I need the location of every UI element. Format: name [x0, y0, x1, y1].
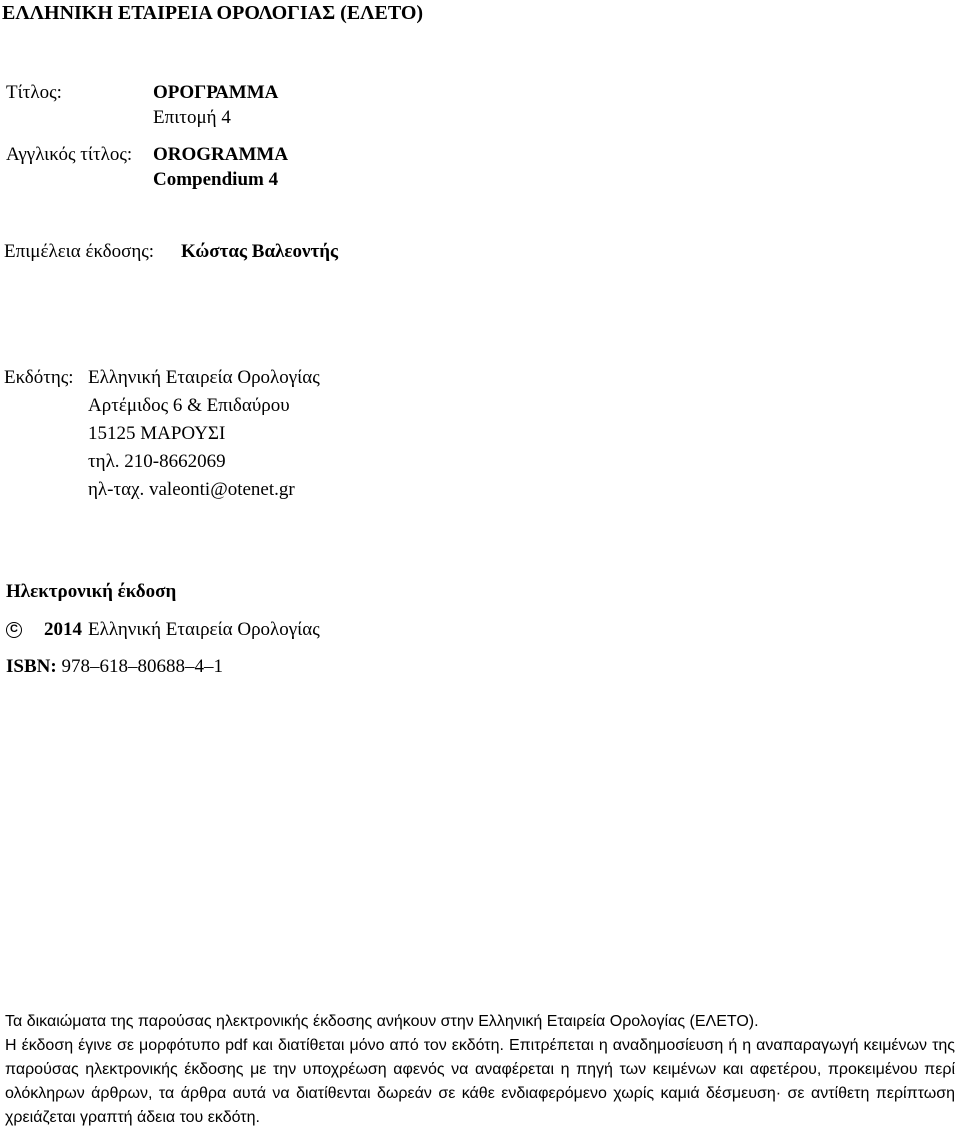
rights-notice [5, 1010, 955, 1130]
isbn-line [6, 657, 223, 676]
copyright-line [6, 620, 320, 639]
publisher-address-line: 15125 ΜΑΡΟΥΣΙ [88, 423, 226, 444]
english-title-value: OROGRAMMA [153, 144, 289, 165]
edition-heading: Ηλεκτρονική έκδοση [6, 581, 177, 602]
publisher-name: Ελληνική Εταιρεία Ορολογίας [88, 367, 320, 388]
isbn-value: 978–618–80688–4–1 [61, 656, 223, 677]
title-label: Τίτλος: [6, 82, 62, 103]
title-value: ΟΡΟΓΡΑΜΜΑ [153, 82, 279, 103]
publisher-email: ηλ-ταχ. valeonti@otenet.gr [88, 479, 295, 500]
editor-label: Επιμέλεια έκδοσης: [4, 241, 155, 262]
english-title-label: Αγγλικός τίτλος: [6, 144, 133, 165]
english-title-subtitle: Compendium 4 [153, 169, 279, 190]
editor-name: Κώστας Βαλεοντής [181, 241, 339, 262]
copyright-icon: C [6, 622, 22, 638]
publisher-label: Εκδότης: [4, 367, 74, 388]
copyright-holder: Ελληνική Εταιρεία Ορολογίας [88, 619, 320, 640]
publisher-address-line: Αρτέμιδος 6 & Επιδαύρου [88, 395, 290, 416]
publisher-phone: τηλ. 210-8662069 [88, 451, 226, 472]
title-subtitle: Επιτομή 4 [153, 107, 231, 128]
isbn-label: ISBN: [6, 656, 57, 677]
copyright-year: 2014 [44, 619, 82, 640]
rights-usage-paragraph: Η έκδοση έγινε σε μορφότυπο pdf και διατίθεται μόνο από τον εκδότη. Επιτρέπεται η αναδημοσίευση ή η αναπαραγωγή κειμένων της παρούσας ηλεκτρονικής έκδοσης με την υποχρέωση αφενός να αναφέρεται η πηγή των κειμένων και αφετέρου, προκειμένου περί ολόκληρων άρθρων, τα άρθρα αυτά να διατίθενται δωρεάν σε κάθε ενδιαφερόμενο χωρίς καμιά δέσμευση· σε αντίθετη περίπτωση χρειάζεται γραπτή άδεια του εκδότη. [5, 1037, 955, 1126]
organization-title: ΕΛΛΗΝΙΚΗ ΕΤΑΙΡΕΙΑ ΟΡΟΛΟΓΙΑΣ (ΕΛΕΤΟ) [2, 2, 424, 24]
rights-ownership: Τα δικαιώματα της παρούσας ηλεκτρονικής έκδοσης ανήκουν στην Ελληνική Εταιρεία Ορολογίας (ΕΛΕΤΟ). [5, 1013, 759, 1030]
